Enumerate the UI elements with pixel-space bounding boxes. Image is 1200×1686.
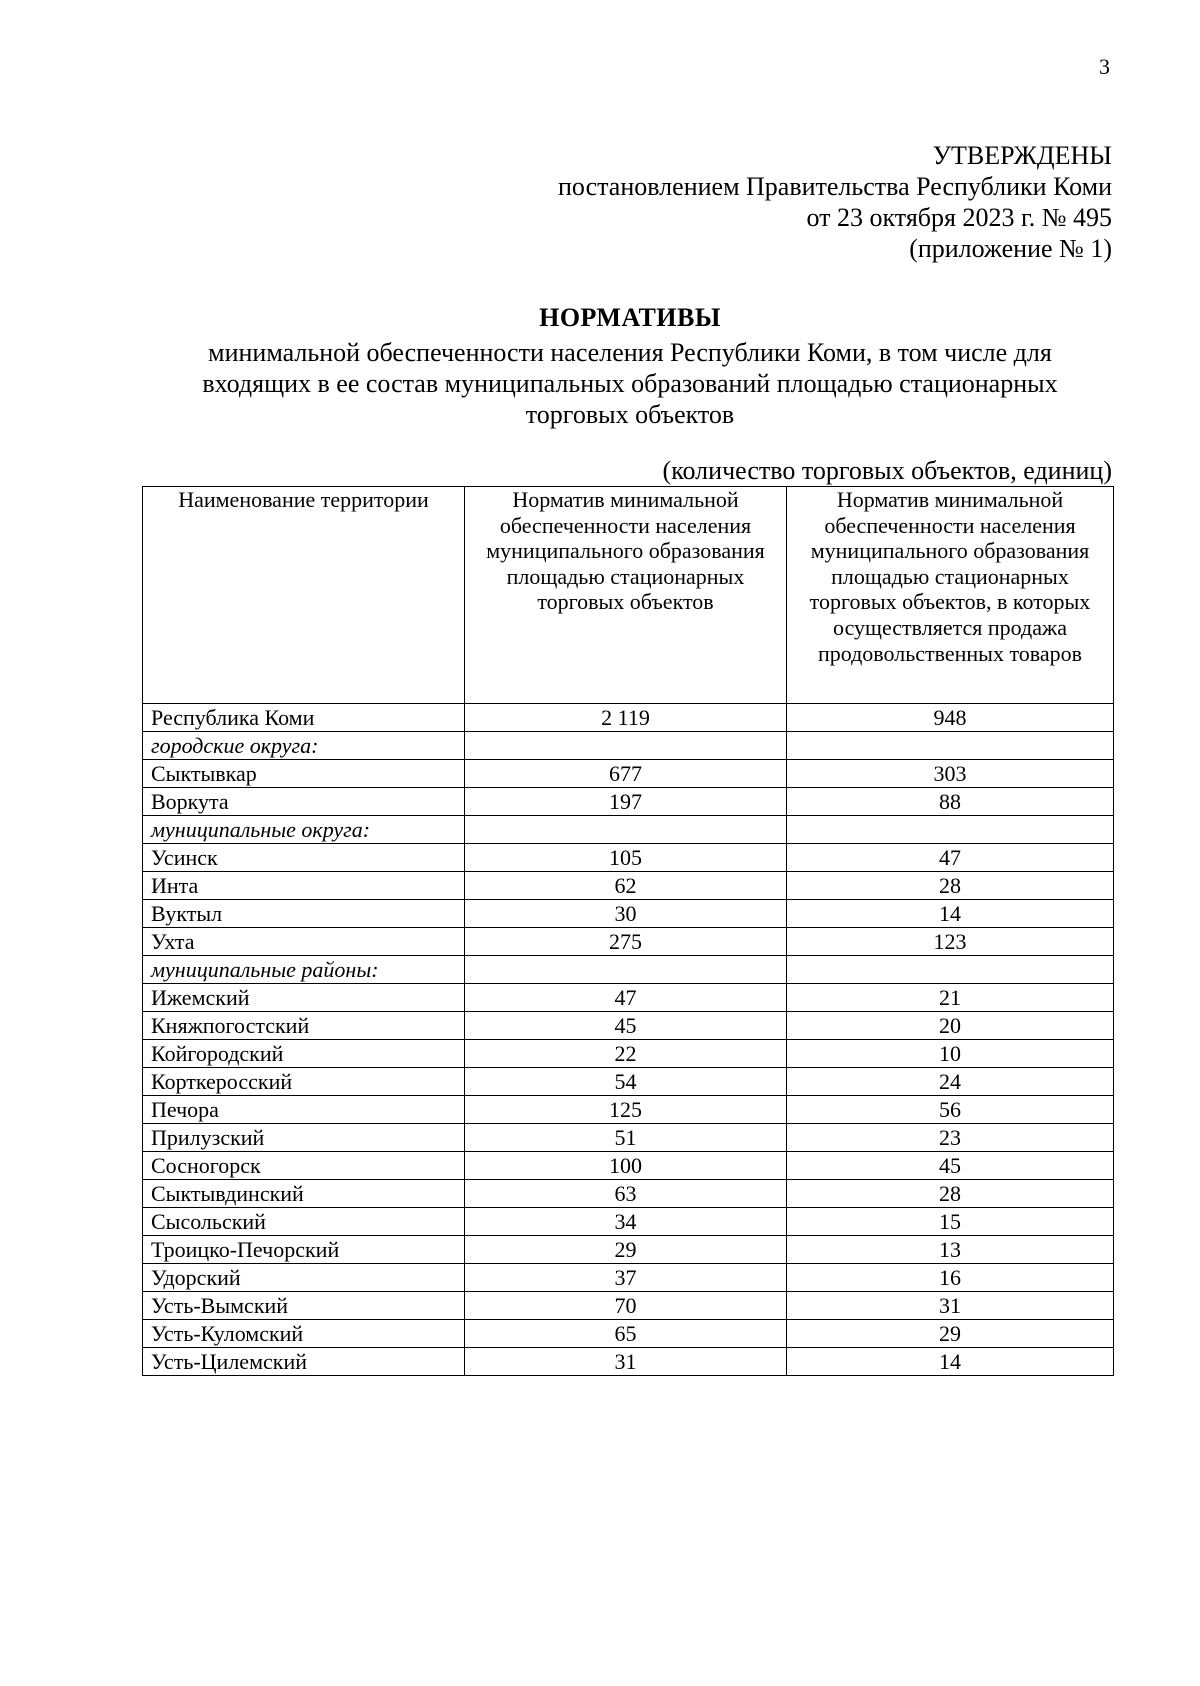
table-row: [143, 1152, 1114, 1180]
table-row: [143, 1236, 1114, 1264]
cell-territory-name: Воркута: [143, 788, 465, 816]
cell-food-norm: 88: [787, 788, 1114, 816]
cell-food-norm: 45: [787, 1152, 1114, 1180]
cell-territory-name: Прилузский: [143, 1124, 465, 1152]
cell-territory-name: Корткеросский: [143, 1068, 465, 1096]
cell-territory-name: Ухта: [143, 928, 465, 956]
table-body: [143, 704, 1114, 1376]
table-row: [143, 1180, 1114, 1208]
cell-food-norm: 10: [787, 1040, 1114, 1068]
cell-territory-name: Сысольский: [143, 1208, 465, 1236]
table-section-row: [143, 816, 1114, 844]
cell-territory-name: городские округа:: [143, 732, 465, 760]
cell-territory-name: муниципальные округа:: [143, 816, 465, 844]
cell-food-norm: 14: [787, 900, 1114, 928]
table-section-row: [143, 732, 1114, 760]
cell-total-norm: [465, 732, 787, 760]
cell-food-norm: 123: [787, 928, 1114, 956]
cell-territory-name: Удорский: [143, 1264, 465, 1292]
table-row: [143, 1348, 1114, 1376]
cell-food-norm: 303: [787, 760, 1114, 788]
cell-food-norm: 21: [787, 984, 1114, 1012]
cell-food-norm: 20: [787, 1012, 1114, 1040]
table-row: [143, 1320, 1114, 1348]
cell-total-norm: 197: [465, 788, 787, 816]
cell-food-norm: 14: [787, 1348, 1114, 1376]
table-row: [143, 704, 1114, 732]
cell-food-norm: 29: [787, 1320, 1114, 1348]
subtitle-line-2: входящих в ее состав муниципальных образований площадью стационарных: [202, 369, 1058, 398]
approval-line-4: (приложение № 1): [909, 234, 1112, 263]
header-food-norm: Норматив минимальной обеспеченности населения муниципального образования площадью стационарных торговых объектов, в которых осуществляется продажа продовольственных товаров: [787, 487, 1114, 704]
cell-food-norm: 28: [787, 872, 1114, 900]
cell-total-norm: 51: [465, 1124, 787, 1152]
cell-territory-name: Сыктывдинский: [143, 1180, 465, 1208]
table-row: [143, 872, 1114, 900]
cell-food-norm: 28: [787, 1180, 1114, 1208]
cell-total-norm: 22: [465, 1040, 787, 1068]
cell-food-norm: 56: [787, 1096, 1114, 1124]
cell-territory-name: Усть-Куломский: [143, 1320, 465, 1348]
cell-total-norm: [465, 816, 787, 844]
cell-food-norm: [787, 956, 1114, 984]
cell-territory-name: Сосногорск: [143, 1152, 465, 1180]
table-row: [143, 928, 1114, 956]
table-row: [143, 1124, 1114, 1152]
approval-line-2: постановлением Правительства Республики Коми: [558, 172, 1112, 201]
cell-total-norm: 31: [465, 1348, 787, 1376]
approval-line-1: УТВЕРЖДЕНЫ: [932, 141, 1112, 170]
cell-food-norm: 15: [787, 1208, 1114, 1236]
approval-line-3: от 23 октября 2023 г. № 495: [806, 203, 1112, 232]
cell-total-norm: 47: [465, 984, 787, 1012]
cell-food-norm: [787, 816, 1114, 844]
cell-total-norm: 62: [465, 872, 787, 900]
cell-total-norm: 29: [465, 1236, 787, 1264]
table-row: [143, 844, 1114, 872]
norms-table: [142, 486, 1114, 1376]
table-row: [143, 1292, 1114, 1320]
table-row: [143, 1264, 1114, 1292]
table-row: [143, 1040, 1114, 1068]
cell-total-norm: 677: [465, 760, 787, 788]
approval-block: [558, 140, 1112, 264]
cell-total-norm: 105: [465, 844, 787, 872]
header-territory: Наименование территории: [143, 487, 465, 704]
cell-total-norm: 275: [465, 928, 787, 956]
cell-food-norm: 23: [787, 1124, 1114, 1152]
cell-food-norm: 948: [787, 704, 1114, 732]
cell-food-norm: 16: [787, 1264, 1114, 1292]
table-row: [143, 1096, 1114, 1124]
cell-territory-name: Княжпогостский: [143, 1012, 465, 1040]
cell-food-norm: 13: [787, 1236, 1114, 1264]
cell-total-norm: 125: [465, 1096, 787, 1124]
table-row: [143, 760, 1114, 788]
table-row: [143, 900, 1114, 928]
subtitle-line-1: минимальной обеспеченности населения Республики Коми, в том числе для: [208, 338, 1052, 367]
cell-total-norm: 100: [465, 1152, 787, 1180]
cell-territory-name: Ижемский: [143, 984, 465, 1012]
cell-food-norm: 31: [787, 1292, 1114, 1320]
cell-total-norm: [465, 956, 787, 984]
table-section-row: [143, 956, 1114, 984]
cell-total-norm: 70: [465, 1292, 787, 1320]
cell-territory-name: Усть-Вымский: [143, 1292, 465, 1320]
page-number: 3: [1099, 54, 1110, 79]
header-total-norm: Норматив минимальной обеспеченности населения муниципального образования площадью стационарных торговых объектов: [465, 487, 787, 704]
unit-note: (количество торговых объектов, единиц): [662, 456, 1112, 485]
subtitle-line-3: торговых объектов: [525, 400, 735, 429]
cell-total-norm: 65: [465, 1320, 787, 1348]
cell-total-norm: 54: [465, 1068, 787, 1096]
document-subtitle: [140, 337, 1120, 430]
document-title: НОРМАТИВЫ: [539, 303, 721, 332]
cell-total-norm: 37: [465, 1264, 787, 1292]
table-row: [143, 788, 1114, 816]
cell-food-norm: 47: [787, 844, 1114, 872]
table-row: [143, 984, 1114, 1012]
cell-total-norm: 63: [465, 1180, 787, 1208]
cell-territory-name: Троицко-Печорский: [143, 1236, 465, 1264]
cell-total-norm: 34: [465, 1208, 787, 1236]
cell-food-norm: 24: [787, 1068, 1114, 1096]
cell-total-norm: 45: [465, 1012, 787, 1040]
table-row: [143, 1208, 1114, 1236]
cell-total-norm: 2 119: [465, 704, 787, 732]
table-row: [143, 1012, 1114, 1040]
cell-territory-name: Сыктывкар: [143, 760, 465, 788]
cell-territory-name: Усинск: [143, 844, 465, 872]
cell-territory-name: Республика Коми: [143, 704, 465, 732]
cell-territory-name: Печора: [143, 1096, 465, 1124]
cell-territory-name: Усть-Цилемский: [143, 1348, 465, 1376]
cell-territory-name: Инта: [143, 872, 465, 900]
cell-total-norm: 30: [465, 900, 787, 928]
cell-territory-name: Вуктыл: [143, 900, 465, 928]
cell-territory-name: муниципальные районы:: [143, 956, 465, 984]
table-row: [143, 1068, 1114, 1096]
cell-food-norm: [787, 732, 1114, 760]
table-header-row: [143, 487, 1114, 704]
cell-territory-name: Койгородский: [143, 1040, 465, 1068]
